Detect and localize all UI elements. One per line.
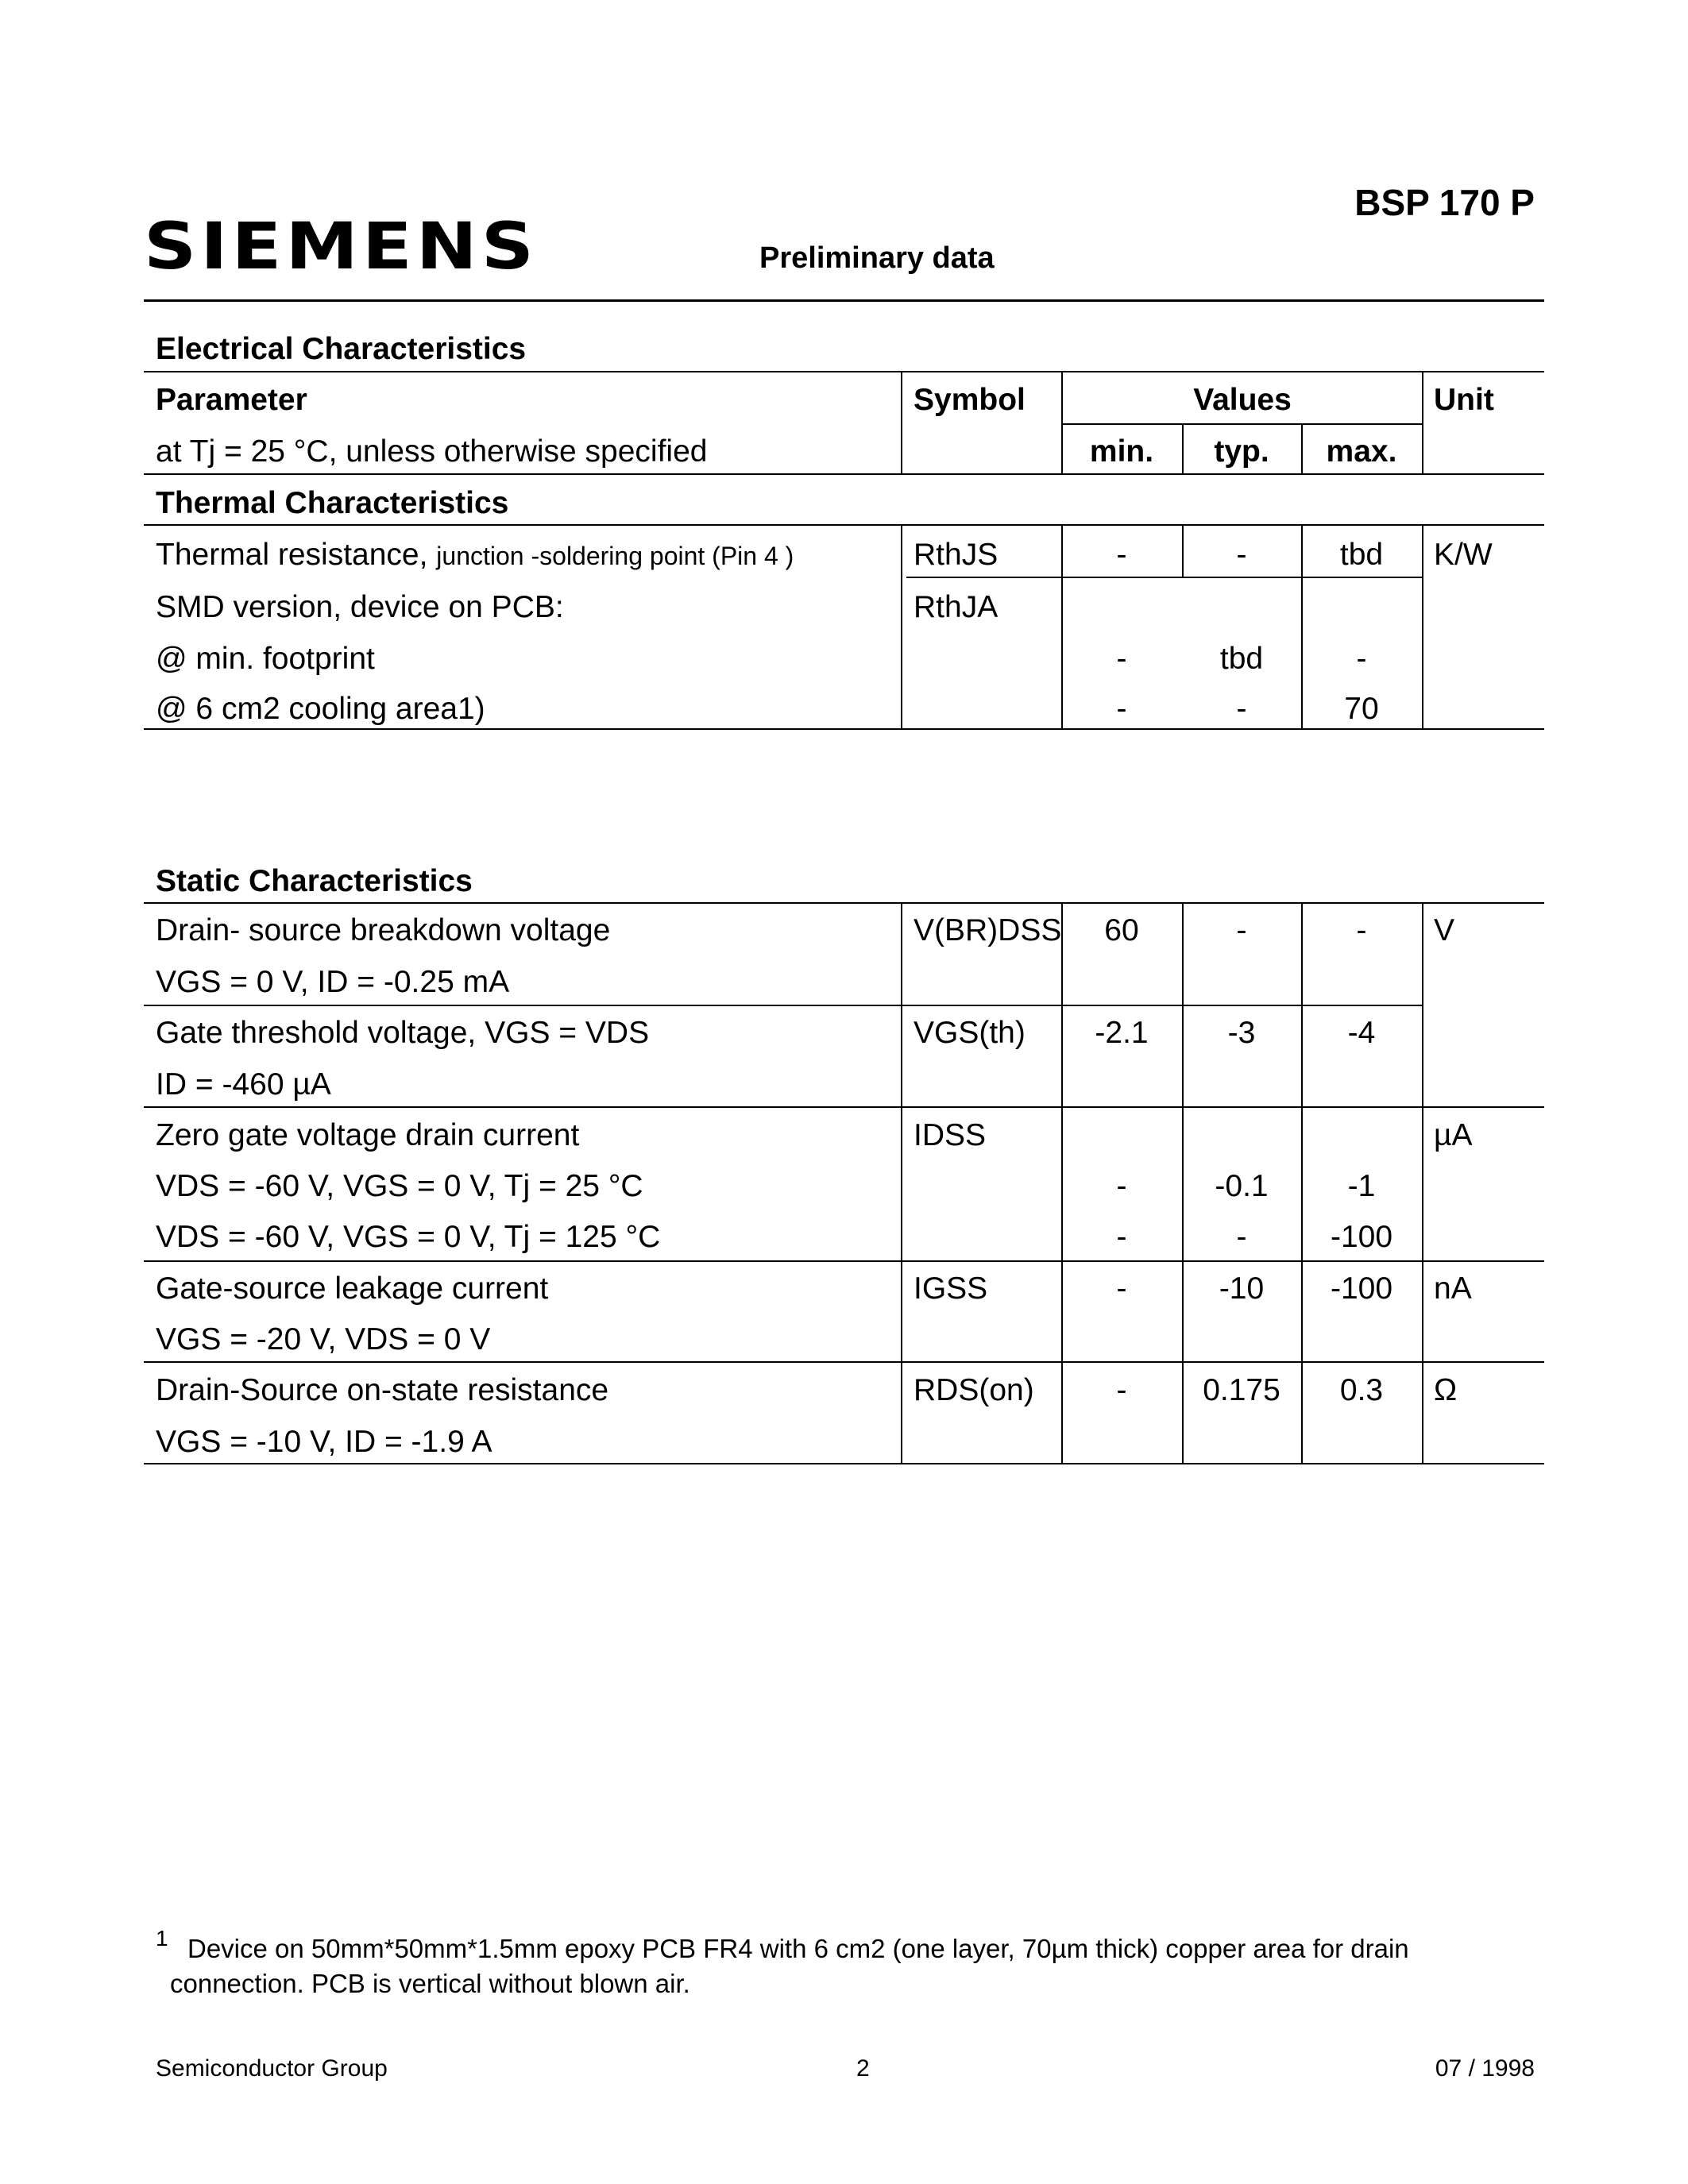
thermal-row2b-min: - <box>1116 692 1127 726</box>
thermal-characteristics-title: Thermal Characteristics <box>156 486 509 520</box>
footnote-text: Device on 50mm*50mm*1.5mm epoxy PCB FR4 with 6 cm2 (one layer, 70µm thick) copper area for drain connection. PCB is vertical without blown air. <box>170 1934 1409 1998</box>
thermal-row2-param: SMD version, device on PCB: <box>156 590 564 624</box>
table-line <box>901 371 902 473</box>
static-row-max: -4 <box>1347 1016 1376 1050</box>
static-row-typ: - <box>1236 913 1247 947</box>
preliminary-data-label: Preliminary data <box>759 241 995 275</box>
part-number: BSP 170 P <box>1354 182 1535 223</box>
static-characteristics-title: Static Characteristics <box>156 864 473 898</box>
static-row-symbol: V(BR)DSS <box>914 913 1062 947</box>
static-row-max: 0.3 <box>1339 1373 1384 1407</box>
static-row-param: Gate threshold voltage, VGS = VDS <box>156 1016 650 1050</box>
static-row-max: -1 <box>1347 1169 1376 1203</box>
col-parameter-note: at Tj = 25 °C, unless otherwise specified <box>156 434 708 469</box>
table-line <box>144 1005 1423 1006</box>
static-row-typ: 0.175 <box>1203 1373 1280 1407</box>
table-line <box>901 902 902 1463</box>
static-row-cond: ID = -460 µA <box>156 1067 331 1102</box>
footer-date: 07 / 1998 <box>1435 2055 1535 2082</box>
static-row-cond: VDS = -60 V, VGS = 0 V, Tj = 25 °C <box>156 1169 643 1203</box>
thermal-row1-typ: - <box>1236 538 1247 572</box>
thermal-row2a-min: - <box>1116 642 1127 676</box>
static-row-unit: nA <box>1434 1271 1472 1306</box>
table-line <box>144 1106 1544 1108</box>
static-row-unit: V <box>1434 913 1455 947</box>
col-unit: Unit <box>1434 383 1494 417</box>
thermal-row1-min: - <box>1116 538 1127 572</box>
table-line <box>144 524 1544 526</box>
static-row-cond: VGS = 0 V, ID = -0.25 mA <box>156 965 510 999</box>
col-typ: typ. <box>1214 434 1269 469</box>
static-row-typ: -0.1 <box>1215 1169 1269 1203</box>
static-row-min: 60 <box>1104 913 1139 947</box>
thermal-row2a-typ: tbd <box>1219 642 1264 676</box>
static-row-max: - <box>1356 913 1367 947</box>
static-row-symbol: IDSS <box>914 1118 987 1152</box>
thermal-row1-symbol: RthJS <box>914 538 999 572</box>
static-row-min: - <box>1116 1169 1127 1203</box>
static-row-min: - <box>1116 1373 1127 1407</box>
table-line <box>1061 423 1423 425</box>
table-line <box>906 577 1423 578</box>
static-row-min: -2.1 <box>1095 1016 1149 1050</box>
thermal-row2b-typ: - <box>1236 692 1247 726</box>
table-line <box>144 902 1544 904</box>
table-line <box>144 1260 1544 1262</box>
static-row-cond: VDS = -60 V, VGS = 0 V, Tj = 125 °C <box>156 1220 661 1254</box>
static-row-max: -100 <box>1330 1220 1393 1254</box>
footer-left: Semiconductor Group <box>156 2055 388 2082</box>
static-row-cond: VGS = -20 V, VDS = 0 V <box>156 1322 491 1356</box>
footnote-mark: 1 <box>156 1926 168 1951</box>
table-line <box>144 371 1544 372</box>
static-row-cond: VGS = -10 V, ID = -1.9 A <box>156 1425 492 1459</box>
table-line <box>901 524 902 728</box>
static-row-unit: µA <box>1434 1118 1473 1152</box>
thermal-row2-symbol: RthJA <box>914 590 999 624</box>
static-row-min: - <box>1116 1220 1127 1254</box>
col-parameter: Parameter <box>156 383 307 417</box>
static-row-param: Drain-Source on-state resistance <box>156 1373 609 1407</box>
static-row-typ: - <box>1236 1220 1247 1254</box>
col-max: max. <box>1326 434 1397 469</box>
thermal-row2a-param: @ min. footprint <box>156 642 375 676</box>
siemens-logo: SIEMENS <box>144 208 538 284</box>
header-rule <box>144 299 1544 302</box>
col-min: min. <box>1089 434 1154 469</box>
electrical-characteristics-title: Electrical Characteristics <box>156 332 527 366</box>
thermal-row2a-max: - <box>1356 642 1367 676</box>
thermal-row1-max: tbd <box>1339 538 1384 572</box>
thermal-row2b-param: @ 6 cm2 cooling area1) <box>156 692 485 726</box>
thermal-row2b-max: 70 <box>1344 692 1379 726</box>
thermal-row1-unit: K/W <box>1434 538 1493 572</box>
static-row-param: Zero gate voltage drain current <box>156 1118 580 1152</box>
table-line <box>1422 524 1423 728</box>
static-row-max: -100 <box>1330 1271 1393 1306</box>
table-line <box>144 728 1544 730</box>
col-symbol: Symbol <box>914 383 1026 417</box>
col-values: Values <box>1193 383 1292 417</box>
static-row-symbol: VGS(th) <box>914 1016 1026 1050</box>
static-row-param: Drain- source breakdown voltage <box>156 913 611 947</box>
table-line <box>144 1361 1544 1363</box>
static-row-typ: -3 <box>1227 1016 1256 1050</box>
static-row-symbol: RDS(on) <box>914 1373 1034 1407</box>
thermal-row1-param: Thermal resistance, junction -soldering point (Pin 4 ) <box>156 538 794 572</box>
static-row-param: Gate-source leakage current <box>156 1271 549 1306</box>
table-line <box>144 1463 1544 1464</box>
table-line <box>1422 902 1423 1463</box>
static-row-symbol: IGSS <box>914 1271 988 1306</box>
static-row-typ: -10 <box>1219 1271 1265 1306</box>
static-row-min: - <box>1116 1271 1127 1306</box>
table-line <box>144 473 1544 475</box>
static-row-unit: Ω <box>1434 1373 1458 1407</box>
page-number: 2 <box>856 2055 870 2082</box>
